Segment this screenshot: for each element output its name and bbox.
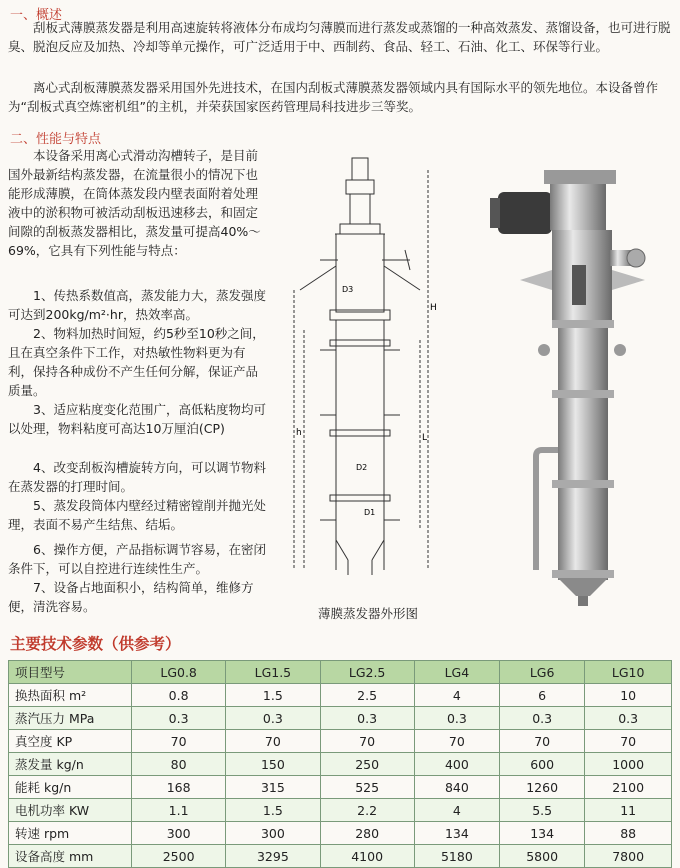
value-cell: 80 [132, 753, 226, 776]
header-cell: LG0.8 [132, 661, 226, 684]
value-cell: 2.2 [320, 799, 414, 822]
value-cell: 1.5 [226, 684, 320, 707]
header-cell: LG6 [500, 661, 585, 684]
row-label-cell: 蒸发量 kg/n [9, 753, 132, 776]
table-row [9, 845, 672, 868]
row-label-cell: 换热面积 m² [9, 684, 132, 707]
value-cell: 150 [226, 753, 320, 776]
feature-item-5: 5、蒸发段筒体内壁经过精密镗削并抛光处理，表面不易产生结焦、结垢。 [8, 498, 266, 532]
value-cell: 280 [320, 822, 414, 845]
value-cell: 70 [320, 730, 414, 753]
dim-label-D1: D1 [364, 508, 376, 517]
overview-heading: 一、概述 [10, 8, 63, 23]
table-row [9, 684, 672, 707]
header-cell: LG10 [585, 661, 672, 684]
value-cell: 525 [320, 776, 414, 799]
dim-label-L: L [422, 433, 428, 443]
feature-item-2: 2、物料加热时间短，约5秒至10秒之间，且在真空条件下工作，对热敏性物料更为有利，保持各种成份不产生任何分解，保证产品质量。 [8, 326, 265, 398]
row-label-cell: 转速 rpm [9, 822, 132, 845]
table-row [9, 707, 672, 730]
value-cell: 315 [226, 776, 320, 799]
table-row [9, 799, 672, 822]
feature-item-7: 7、设备占地面积小，结构简单，维修方便，清洗容易。 [8, 580, 254, 614]
header-cell: LG4 [414, 661, 499, 684]
value-cell: 70 [132, 730, 226, 753]
row-label-cell: 蒸汽压力 MPa [9, 707, 132, 730]
value-cell: 70 [500, 730, 585, 753]
overview-para-2: 离心式刮板薄膜蒸发器采用国外先进技术，在国内刮板式薄膜蒸发器领域内具有国际水平的领先地位。本设备曾作为“刮板式真空炼密机组”的主机，并荣获国家医药管理局科技进步三等奖。 [8, 80, 659, 114]
features-intro: 本设备采用离心式滑动沟槽转子，是目前国外最新结构蒸发器，在流量很小的情况下也能形成薄膜，在筒体蒸发段内壁表面附着处理液中的淤积物可被活动刮板迅速移去，和固定间隙的刮板蒸发器相比，蒸发量可提高40%～69%，它具有下列性能与特点： [8, 148, 261, 258]
header-cell: 项目型号 [9, 661, 132, 684]
specs-header-row [9, 661, 672, 684]
value-cell: 0.3 [320, 707, 414, 730]
value-cell: 400 [414, 753, 499, 776]
value-cell: 2.5 [320, 684, 414, 707]
value-cell: 2100 [585, 776, 672, 799]
features-heading: 二、性能与特点 [10, 132, 102, 147]
value-cell: 10 [585, 684, 672, 707]
value-cell: 840 [414, 776, 499, 799]
value-cell: 88 [585, 822, 672, 845]
table-row [9, 822, 672, 845]
dim-label-h: h [296, 428, 302, 438]
value-cell: 70 [585, 730, 672, 753]
value-cell: 5180 [414, 845, 499, 868]
feature-item-1: 1、传热系数值高，蒸发能力大，蒸发强度可达到200kg/m²·hr，热效率高。 [8, 288, 266, 322]
value-cell: 3295 [226, 845, 320, 868]
row-label-cell: 能耗 kg/n [9, 776, 132, 799]
value-cell: 300 [132, 822, 226, 845]
value-cell: 4 [414, 684, 499, 707]
feature-item-6: 6、操作方便，产品指标调节容易，在密闭条件下，可以自控进行连续性生产。 [8, 542, 266, 576]
value-cell: 1260 [500, 776, 585, 799]
table-row [9, 753, 672, 776]
value-cell: 70 [226, 730, 320, 753]
feature-item-4: 4、改变刮板沟槽旋转方向，可以调节物料在蒸发器的打理时间。 [8, 460, 266, 494]
value-cell: 0.3 [585, 707, 672, 730]
value-cell: 1000 [585, 753, 672, 776]
value-cell: 0.3 [132, 707, 226, 730]
specs-table [8, 660, 672, 868]
value-cell: 4100 [320, 845, 414, 868]
diagram-caption: 薄膜蒸发器外形图 [318, 606, 419, 621]
value-cell: 300 [226, 822, 320, 845]
specs-title: 主要技术参数（供参考） [10, 635, 181, 653]
value-cell: 5800 [500, 845, 585, 868]
value-cell: 0.8 [132, 684, 226, 707]
value-cell: 70 [414, 730, 499, 753]
value-cell: 600 [500, 753, 585, 776]
value-cell: 6 [500, 684, 585, 707]
value-cell: 250 [320, 753, 414, 776]
dim-label-D3: D3 [342, 285, 354, 294]
value-cell: 5.5 [500, 799, 585, 822]
value-cell: 11 [585, 799, 672, 822]
evaporator-outline-drawing [280, 150, 440, 590]
value-cell: 168 [132, 776, 226, 799]
value-cell: 7800 [585, 845, 672, 868]
table-row [9, 776, 672, 799]
value-cell: 0.3 [226, 707, 320, 730]
value-cell: 1.5 [226, 799, 320, 822]
table-row [9, 730, 672, 753]
value-cell: 1.1 [132, 799, 226, 822]
value-cell: 2500 [132, 845, 226, 868]
feature-item-3: 3、适应粘度变化范围广，高低粘度物均可以处理，物料粘度可高达10万厘泊(CP) [8, 402, 266, 436]
value-cell: 4 [414, 799, 499, 822]
row-label-cell: 设备高度 mm [9, 845, 132, 868]
row-label-cell: 真空度 KP [9, 730, 132, 753]
value-cell: 134 [414, 822, 499, 845]
evaporator-photo [480, 150, 670, 610]
value-cell: 0.3 [414, 707, 499, 730]
dim-label-H: H [430, 303, 437, 313]
value-cell: 0.3 [500, 707, 585, 730]
header-cell: LG2.5 [320, 661, 414, 684]
row-label-cell: 电机功率 KW [9, 799, 132, 822]
dim-label-D2: D2 [356, 463, 368, 472]
overview-para-1: 刮板式薄膜蒸发器是利用高速旋转将液体分布成均匀薄膜而进行蒸发或蒸馏的一种高效蒸发、蒸馏设备，也可进行脱臭、脱泡反应及加热、冷却等单元操作，可广泛适用于中、西制药、食品、轻工、石油、化工、环保等行业。 [8, 20, 671, 54]
value-cell: 134 [500, 822, 585, 845]
header-cell: LG1.5 [226, 661, 320, 684]
